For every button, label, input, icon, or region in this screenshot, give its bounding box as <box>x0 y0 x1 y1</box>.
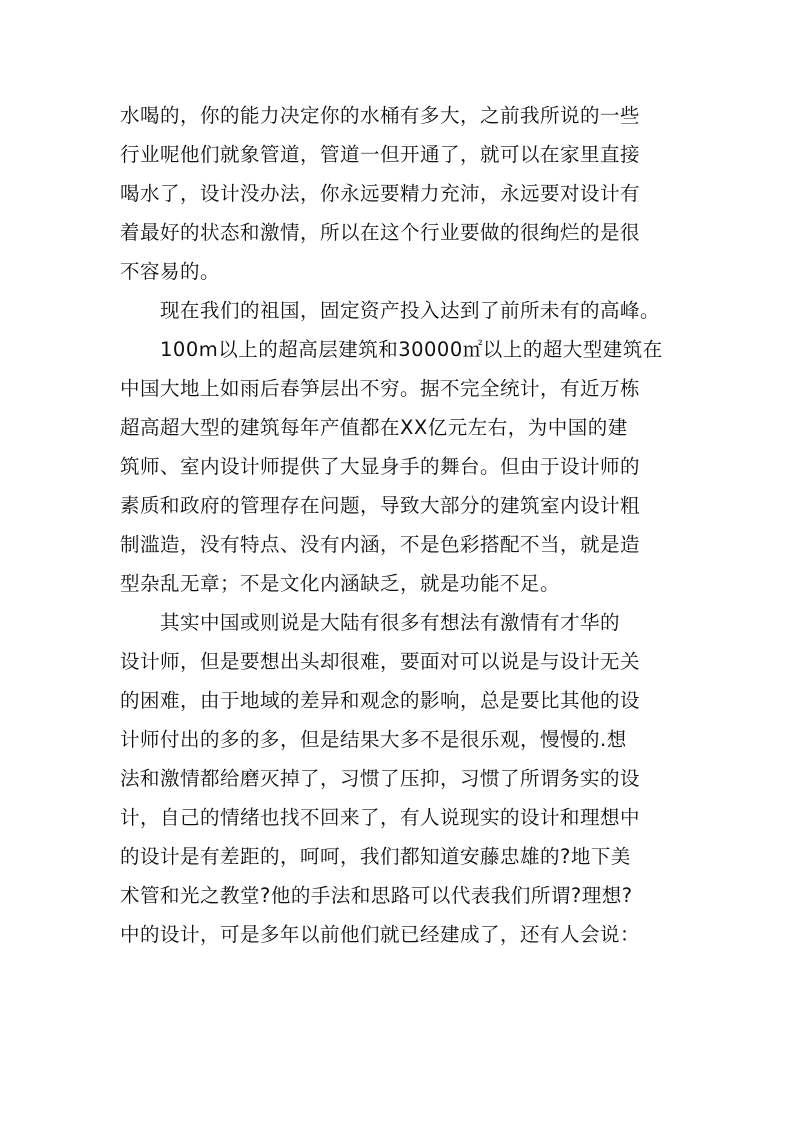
text-line: 现在我们的祖国，固定资产投入达到了前所未有的高峰。 <box>120 299 661 322</box>
text-line: 的困难，由于地域的差异和观念的影响，总是要比其他的设 <box>120 689 641 712</box>
text-line: 中的设计，可是多年以前他们就已经建成了，还有人会说： <box>120 923 641 946</box>
paragraph-2 <box>120 291 680 330</box>
paragraph-4 <box>120 603 680 954</box>
text-line: 行业呢他们就象管道，管道一但开通了，就可以在家里直接 <box>120 143 641 166</box>
text-line: 素质和政府的管理存在问题，导致大部分的建筑室内设计粗 <box>120 494 641 517</box>
text-line: 型杂乱无章；不是文化内涵缺乏，就是功能不足。 <box>120 572 561 595</box>
text-line: 其实中国或则说是大陆有很多有想法有激情有才华的 <box>120 611 621 634</box>
text-line: 制滥造，没有特点、没有内涵，不是色彩搭配不当，就是造 <box>120 533 641 556</box>
text-line: 水喝的，你的能力决定你的水桶有多大，之前我所说的一些 <box>120 104 641 127</box>
text-line: 术管和光之教堂?他的手法和思路可以代表我们所谓?理想? <box>120 884 633 907</box>
text-line: 筑师、室内设计师提供了大显身手的舞台。但由于设计师的 <box>120 455 641 478</box>
paragraph-3 <box>120 330 680 603</box>
paragraph-1 <box>120 96 680 291</box>
text-line: 着最好的状态和激情，所以在这个行业要做的很绚烂的是很 <box>120 221 641 244</box>
text-line: 计师付出的多的多，但是结果大多不是很乐观，慢慢的.想 <box>120 728 627 751</box>
text-line: 计，自己的情绪也找不回来了，有人说现实的设计和理想中 <box>120 806 641 829</box>
text-line: 设计师，但是要想出头却很难，要面对可以说是与设计无关 <box>120 650 641 673</box>
text-line: 不容易的。 <box>120 260 221 283</box>
document-body <box>120 96 680 954</box>
text-line: 法和激情都给磨灭掉了，习惯了压抑，习惯了所谓务实的设 <box>120 767 641 790</box>
text-line: 100m以上的超高层建筑和30000㎡以上的超大型建筑在 <box>120 338 663 361</box>
text-line: 超高超大型的建筑每年产值都在XX亿元左右，为中国的建 <box>120 416 628 439</box>
text-line: 的设计是有差距的，呵呵，我们都知道安藤忠雄的?地下美 <box>120 845 631 868</box>
text-line: 中国大地上如雨后春笋层出不穷。据不完全统计，有近万栋 <box>120 377 641 400</box>
text-line: 喝水了，设计没办法，你永远要精力充沛，永远要对设计有 <box>120 182 641 205</box>
